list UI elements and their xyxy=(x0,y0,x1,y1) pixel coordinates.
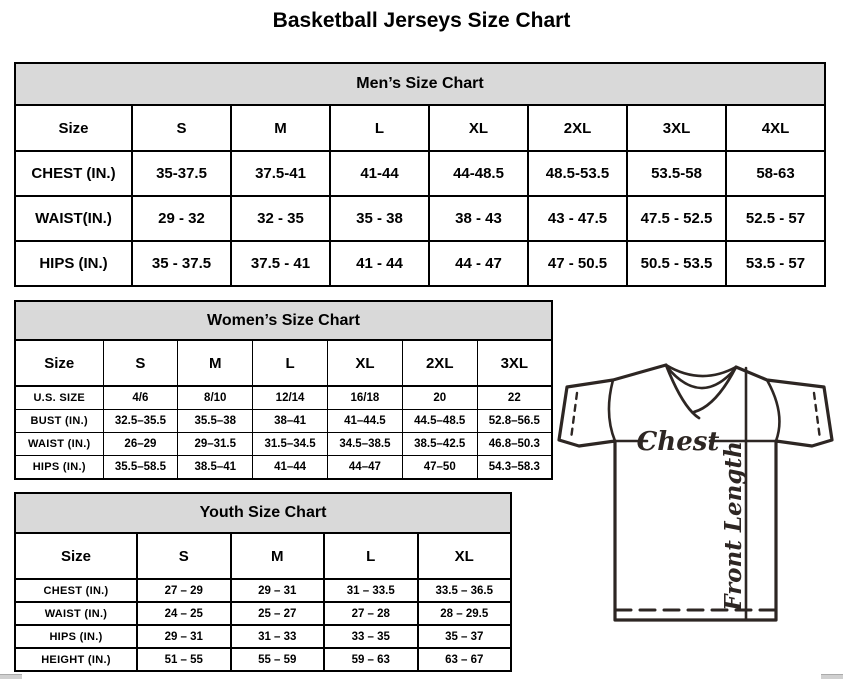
women-waist-row xyxy=(15,433,552,456)
men-cell: 47 - 50.5 xyxy=(528,241,627,286)
youth-row-label: HEIGHT (IN.) xyxy=(15,648,137,671)
women-cell: 26–29 xyxy=(103,433,178,456)
youth-table-title: Youth Size Chart xyxy=(15,493,511,533)
men-cell: 53.5-58 xyxy=(627,151,726,196)
women-cell: 31.5–34.5 xyxy=(253,433,328,456)
women-cell: 22 xyxy=(477,386,552,410)
women-cell: 8/10 xyxy=(178,386,253,410)
women-col-header: S xyxy=(103,340,178,386)
youth-chest-row xyxy=(15,579,511,602)
men-cell: 32 - 35 xyxy=(231,196,330,241)
men-cell: 41 - 44 xyxy=(330,241,429,286)
youth-row-label: WAIST (IN.) xyxy=(15,602,137,625)
women-bust-row xyxy=(15,410,552,433)
men-row-label: CHEST (IN.) xyxy=(15,151,132,196)
youth-cell: 28 – 29.5 xyxy=(418,602,512,625)
youth-cell: 59 – 63 xyxy=(324,648,418,671)
women-cell: 16/18 xyxy=(327,386,402,410)
women-cell: 54.3–58.3 xyxy=(477,456,552,480)
women-row-label: U.S. SIZE xyxy=(15,386,103,410)
youth-size-chart-table xyxy=(14,492,512,672)
women-hips-row xyxy=(15,456,552,480)
women-cell: 12/14 xyxy=(253,386,328,410)
chest-label: Chest xyxy=(636,427,720,457)
women-cell: 38.5–42.5 xyxy=(402,433,477,456)
men-cell: 37.5-41 xyxy=(231,151,330,196)
youth-row-label: CHEST (IN.) xyxy=(15,579,137,602)
men-cell: 52.5 - 57 xyxy=(726,196,825,241)
men-cell: 47.5 - 52.5 xyxy=(627,196,726,241)
mens-size-chart-table xyxy=(14,62,826,287)
youth-col-header: M xyxy=(231,533,325,579)
youth-col-header: L xyxy=(324,533,418,579)
front-length-label: Front Length xyxy=(720,441,747,611)
men-waist-row xyxy=(15,196,825,241)
youth-cell: 27 – 28 xyxy=(324,602,418,625)
youth-col-header: XL xyxy=(418,533,512,579)
jersey-measurement-diagram-icon xyxy=(556,356,843,628)
youth-cell: 51 – 55 xyxy=(137,648,231,671)
men-col-header: M xyxy=(231,105,330,151)
women-cell: 32.5–35.5 xyxy=(103,410,178,433)
men-cell: 44 - 47 xyxy=(429,241,528,286)
women-col-header: XL xyxy=(327,340,402,386)
women-cell: 44.5–48.5 xyxy=(402,410,477,433)
women-cell: 41–44 xyxy=(253,456,328,480)
youth-cell: 24 – 25 xyxy=(137,602,231,625)
youth-col-header: S xyxy=(137,533,231,579)
women-cell: 35.5–58.5 xyxy=(103,456,178,480)
youth-cell: 35 – 37 xyxy=(418,625,512,648)
youth-cell: 31 – 33 xyxy=(231,625,325,648)
women-ussize-row xyxy=(15,386,552,410)
women-cell: 47–50 xyxy=(402,456,477,480)
men-cell: 58-63 xyxy=(726,151,825,196)
youth-cell: 55 – 59 xyxy=(231,648,325,671)
youth-cell: 33 – 35 xyxy=(324,625,418,648)
youth-hips-row xyxy=(15,625,511,648)
horizontal-scrollbar-fragment-right[interactable] xyxy=(821,674,843,679)
youth-size-header: Size xyxy=(15,533,137,579)
men-col-header: 2XL xyxy=(528,105,627,151)
men-hips-row xyxy=(15,241,825,286)
men-col-header: 4XL xyxy=(726,105,825,151)
men-cell: 43 - 47.5 xyxy=(528,196,627,241)
men-cell: 35 - 38 xyxy=(330,196,429,241)
men-cell: 35-37.5 xyxy=(132,151,231,196)
men-cell: 37.5 - 41 xyxy=(231,241,330,286)
men-size-header: Size xyxy=(15,105,132,151)
men-col-header: S xyxy=(132,105,231,151)
horizontal-scrollbar-fragment-left[interactable] xyxy=(0,674,22,679)
mens-table-title: Men’s Size Chart xyxy=(15,63,825,105)
womens-size-chart-table xyxy=(14,300,553,480)
page-title: Basketball Jerseys Size Chart xyxy=(272,9,571,32)
women-cell: 29–31.5 xyxy=(178,433,253,456)
youth-cell: 27 – 29 xyxy=(137,579,231,602)
women-col-header: M xyxy=(178,340,253,386)
women-col-header: 2XL xyxy=(402,340,477,386)
women-cell: 46.8–50.3 xyxy=(477,433,552,456)
men-row-label: WAIST(IN.) xyxy=(15,196,132,241)
women-cell: 52.8–56.5 xyxy=(477,410,552,433)
men-col-header: XL xyxy=(429,105,528,151)
women-cell: 44–47 xyxy=(327,456,402,480)
men-cell: 50.5 - 53.5 xyxy=(627,241,726,286)
women-cell: 38.5–41 xyxy=(178,456,253,480)
youth-cell: 31 – 33.5 xyxy=(324,579,418,602)
men-col-header: 3XL xyxy=(627,105,726,151)
men-cell: 48.5-53.5 xyxy=(528,151,627,196)
women-cell: 41–44.5 xyxy=(327,410,402,433)
men-row-label: HIPS (IN.) xyxy=(15,241,132,286)
men-cell: 38 - 43 xyxy=(429,196,528,241)
women-col-header: 3XL xyxy=(477,340,552,386)
women-cell: 4/6 xyxy=(103,386,178,410)
women-row-label: HIPS (IN.) xyxy=(15,456,103,480)
women-row-label: WAIST (IN.) xyxy=(15,433,103,456)
youth-row-label: HIPS (IN.) xyxy=(15,625,137,648)
youth-waist-row xyxy=(15,602,511,625)
men-cell: 41-44 xyxy=(330,151,429,196)
youth-cell: 25 – 27 xyxy=(231,602,325,625)
men-chest-row xyxy=(15,151,825,196)
youth-cell: 29 – 31 xyxy=(231,579,325,602)
men-cell: 29 - 32 xyxy=(132,196,231,241)
youth-cell: 63 – 67 xyxy=(418,648,512,671)
men-cell: 44-48.5 xyxy=(429,151,528,196)
youth-cell: 29 – 31 xyxy=(137,625,231,648)
women-cell: 38–41 xyxy=(253,410,328,433)
women-row-label: BUST (IN.) xyxy=(15,410,103,433)
women-size-header: Size xyxy=(15,340,103,386)
men-cell: 53.5 - 57 xyxy=(726,241,825,286)
men-col-header: L xyxy=(330,105,429,151)
youth-height-row xyxy=(15,648,511,671)
women-cell: 35.5–38 xyxy=(178,410,253,433)
women-col-header: L xyxy=(253,340,328,386)
womens-table-title: Women’s Size Chart xyxy=(15,301,552,340)
youth-cell: 33.5 – 36.5 xyxy=(418,579,512,602)
women-cell: 20 xyxy=(402,386,477,410)
men-cell: 35 - 37.5 xyxy=(132,241,231,286)
women-cell: 34.5–38.5 xyxy=(327,433,402,456)
